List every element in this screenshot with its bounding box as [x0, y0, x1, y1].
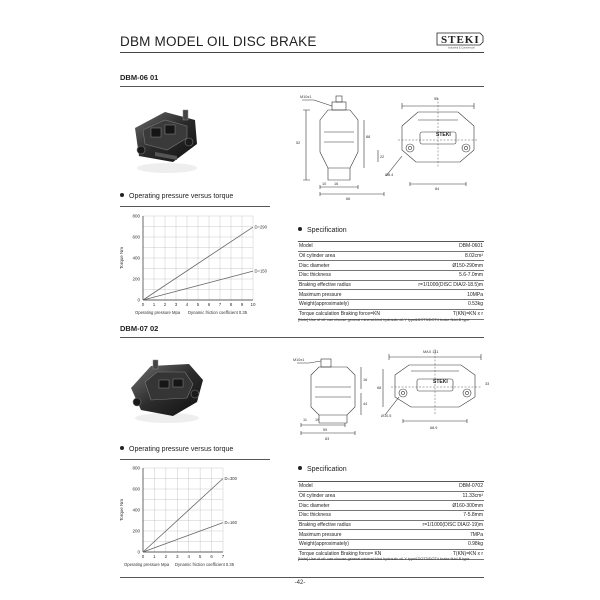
torque-chart-2 — [113, 462, 273, 572]
spec-label: Disc thickness — [298, 271, 401, 281]
x-tick-label: 3 — [176, 554, 179, 559]
spec-title-2 — [298, 466, 347, 473]
dim-label: 19 — [315, 418, 320, 422]
y-axis-label: Torque Nm — [119, 246, 124, 270]
chart-title-rule-2 — [120, 459, 270, 460]
y-tick-label: 400 — [132, 507, 140, 513]
spec-table-body-2 — [298, 482, 484, 560]
chart-caption-pressure-2: Operating pressure Mpa — [124, 562, 170, 567]
spec-value: 7MPa — [405, 530, 484, 540]
x-tick-label: 9 — [240, 302, 244, 307]
chart-title-text: Operating pressure versus torque — [129, 446, 234, 453]
spec-row — [298, 511, 484, 521]
spec-row — [298, 251, 484, 261]
x-tick-label: 8 — [229, 302, 233, 307]
x-tick-label: 4 — [187, 554, 190, 559]
spec-value: 7-5.8mm — [405, 511, 484, 521]
spec-value: Ø160-300mm — [405, 501, 484, 511]
spec-value: 5.6-7.0mm — [401, 271, 484, 281]
caliper-photo-dbm-06 — [125, 98, 207, 178]
logo-subtext: Industrial & Commercial — [448, 46, 475, 50]
section-rule-1 — [120, 86, 484, 87]
torque-chart-svg-2 — [113, 462, 273, 572]
dim-label: 11 — [303, 418, 307, 422]
x-tick-label: 0 — [141, 554, 145, 559]
spec-value: 0.98kg — [405, 540, 484, 550]
spec-label: Weight(approximately) — [298, 540, 405, 550]
technical-drawing-dbm-07 — [285, 345, 490, 445]
spec-label: Oil cylinder area — [298, 251, 401, 261]
bullet-icon — [298, 227, 302, 231]
spec-row — [298, 300, 484, 310]
x-tick-label: 6 — [207, 302, 211, 307]
dim-label: 83 — [325, 437, 330, 441]
spec-title-text: Specification — [307, 466, 347, 473]
x-tick-label: 0 — [141, 302, 145, 307]
y-tick-label: 600 — [132, 234, 140, 240]
spec-value: 0.53kg — [401, 300, 484, 310]
dim-label: 88 — [366, 135, 371, 139]
chart-title-rule-1 — [120, 206, 270, 207]
spec-label: Model — [298, 482, 405, 492]
x-tick-label: 6 — [210, 554, 213, 559]
y-tick-label: 800 — [132, 465, 140, 471]
chart-caption-pressure-1: Operating pressure Mpa — [135, 310, 181, 315]
y-tick-label: 600 — [132, 486, 140, 492]
spec-row — [298, 261, 484, 271]
spec-label: Maximum pressure — [298, 290, 401, 300]
spec-label: Torque calculation Braking force=KN — [298, 309, 401, 319]
spec-value: 8.02cm² — [401, 251, 484, 261]
torque-chart-svg-1 — [113, 210, 273, 320]
dim-label: 59 — [323, 428, 328, 432]
spec-row — [298, 540, 484, 550]
page-title: DBM MODEL OIL DISC BRAKE — [120, 34, 317, 49]
dim-label: Ø8.4 — [385, 173, 394, 177]
dim-label: 84 — [435, 187, 440, 191]
spec-label: Disc thickness — [298, 511, 405, 521]
x-tick-label: 3 — [174, 302, 178, 307]
spec-value: DBM-0702 — [405, 482, 484, 492]
y-tick-label: 400 — [132, 255, 140, 261]
y-tick-label: 0 — [137, 549, 140, 555]
chart-title-2 — [120, 446, 233, 453]
chart-title-text: Operating pressure versus torque — [129, 193, 234, 200]
spec-label: Torque calculation Braking force= KN — [298, 549, 405, 559]
spec-value: T(KN)=KN x r — [401, 309, 484, 319]
spec-value: DBM-0601 — [401, 242, 484, 252]
spec-value: r=1/1000(DISC DIA/2-19)m — [405, 520, 484, 530]
spec-row — [298, 501, 484, 511]
page-number: -42- — [294, 580, 306, 586]
footer-rule — [120, 577, 484, 578]
y-tick-label: 0 — [137, 297, 140, 303]
x-tick-label: 5 — [198, 554, 202, 559]
series-label: D=290 — [254, 224, 267, 230]
spec-value: 10MPa — [401, 290, 484, 300]
chart-caption-friction-2: Dynamic friction coefficient 0.35 — [175, 562, 235, 567]
dim-label: Ø10.5 — [381, 414, 392, 418]
y-axis-label: Torque Nm — [119, 498, 124, 522]
dim-label: MAX 141 — [423, 350, 439, 354]
section-rule-2 — [120, 337, 484, 338]
spec-table-body-1 — [298, 242, 484, 320]
spec-label: Oil cylinder area — [298, 491, 405, 501]
x-tick-label: 4 — [185, 302, 189, 307]
bullet-icon — [120, 446, 124, 450]
dim-label: M10x1 — [300, 95, 312, 99]
caliper-photo-dbm-07 — [123, 348, 205, 428]
spec-label: Weight(approximately) — [298, 300, 401, 310]
dim-label: 52 — [296, 141, 301, 145]
spec-label: Braking effective radius — [298, 520, 405, 530]
x-tick-label: 7 — [221, 554, 225, 559]
spec-value: 11.33cm² — [405, 491, 484, 501]
spec-value: T(KN)=KN x r — [405, 549, 484, 559]
spec-table-2 — [298, 481, 484, 560]
torque-chart-1 — [113, 210, 273, 320]
x-tick-label: 1 — [152, 302, 156, 307]
dim-label: 16 — [363, 378, 368, 382]
x-tick-label: 10 — [250, 302, 256, 307]
dim-label: 22 — [380, 155, 385, 159]
x-tick-label: 2 — [164, 554, 168, 559]
dim-label: 66 — [346, 197, 351, 201]
y-tick-label: 800 — [132, 213, 140, 219]
spec-title-text: Specification — [307, 227, 347, 234]
spec-note-2: [Note] Use of oil: can choose general mineral-kind hydraulic oil-Y type&DOT3/DOT4 brake fluid-B type — [298, 557, 470, 561]
y-tick-label: 200 — [132, 276, 140, 282]
drawing-logo-text: STEKI — [436, 132, 451, 138]
technical-drawing-dbm-06 — [288, 92, 488, 207]
spec-title-1 — [298, 227, 347, 234]
dim-label: 16 — [334, 182, 339, 186]
spec-label: Braking effective radius — [298, 280, 401, 290]
series-line — [143, 523, 223, 552]
y-tick-label: 200 — [132, 528, 140, 534]
chart-title-1 — [120, 193, 233, 200]
spec-row — [298, 530, 484, 540]
dim-label: 95 — [434, 97, 439, 101]
spec-label: Disc diameter — [298, 501, 405, 511]
spec-value: r=1/1000(DISC DIA/2-18.5)m — [401, 280, 484, 290]
model-heading-2: DBM-07 02 — [120, 324, 159, 333]
spec-value: Ø150-290mm — [401, 261, 484, 271]
spec-table-1 — [298, 241, 484, 320]
bullet-icon — [298, 466, 302, 470]
dim-label: M10x1 — [293, 358, 305, 362]
bullet-icon — [120, 193, 124, 197]
model-heading-1: DBM-06 01 — [120, 73, 159, 82]
title-rule — [120, 52, 484, 53]
x-tick-label: 5 — [196, 302, 200, 307]
spec-row — [298, 520, 484, 530]
spec-label: Model — [298, 242, 401, 252]
x-tick-label: 2 — [163, 302, 167, 307]
spec-row — [298, 271, 484, 281]
brand-logo — [436, 30, 484, 50]
x-tick-label: 7 — [218, 302, 222, 307]
dim-label: 68 — [377, 386, 382, 390]
spec-note-1: [Note] Use of oil: can choose general mineral-kind hydraulic oil-Y type&DOT3/DOT4 brake fluid-B type — [298, 318, 470, 322]
dim-label: 44 — [363, 402, 368, 406]
dim-label: 10 — [322, 182, 327, 186]
dim-label: 68.9 — [430, 426, 438, 430]
spec-row — [298, 491, 484, 501]
spec-row — [298, 242, 484, 252]
logo-text: STEKI — [441, 34, 480, 46]
series-label: D=160 — [224, 520, 237, 526]
spec-label: Maximum pressure — [298, 530, 405, 540]
spec-row — [298, 290, 484, 300]
drawing-logo-text: STEKI — [433, 379, 448, 385]
series-label: D=150 — [254, 268, 267, 274]
series-label: D=300 — [224, 476, 237, 481]
spec-row — [298, 482, 484, 492]
dim-label: 33 — [485, 382, 490, 386]
chart-caption-friction-1: Dynamic friction coefficient 0.35 — [188, 310, 248, 315]
spec-label: Disc diameter — [298, 261, 401, 271]
series-line — [143, 479, 223, 553]
x-tick-label: 1 — [153, 554, 156, 559]
spec-row — [298, 280, 484, 290]
